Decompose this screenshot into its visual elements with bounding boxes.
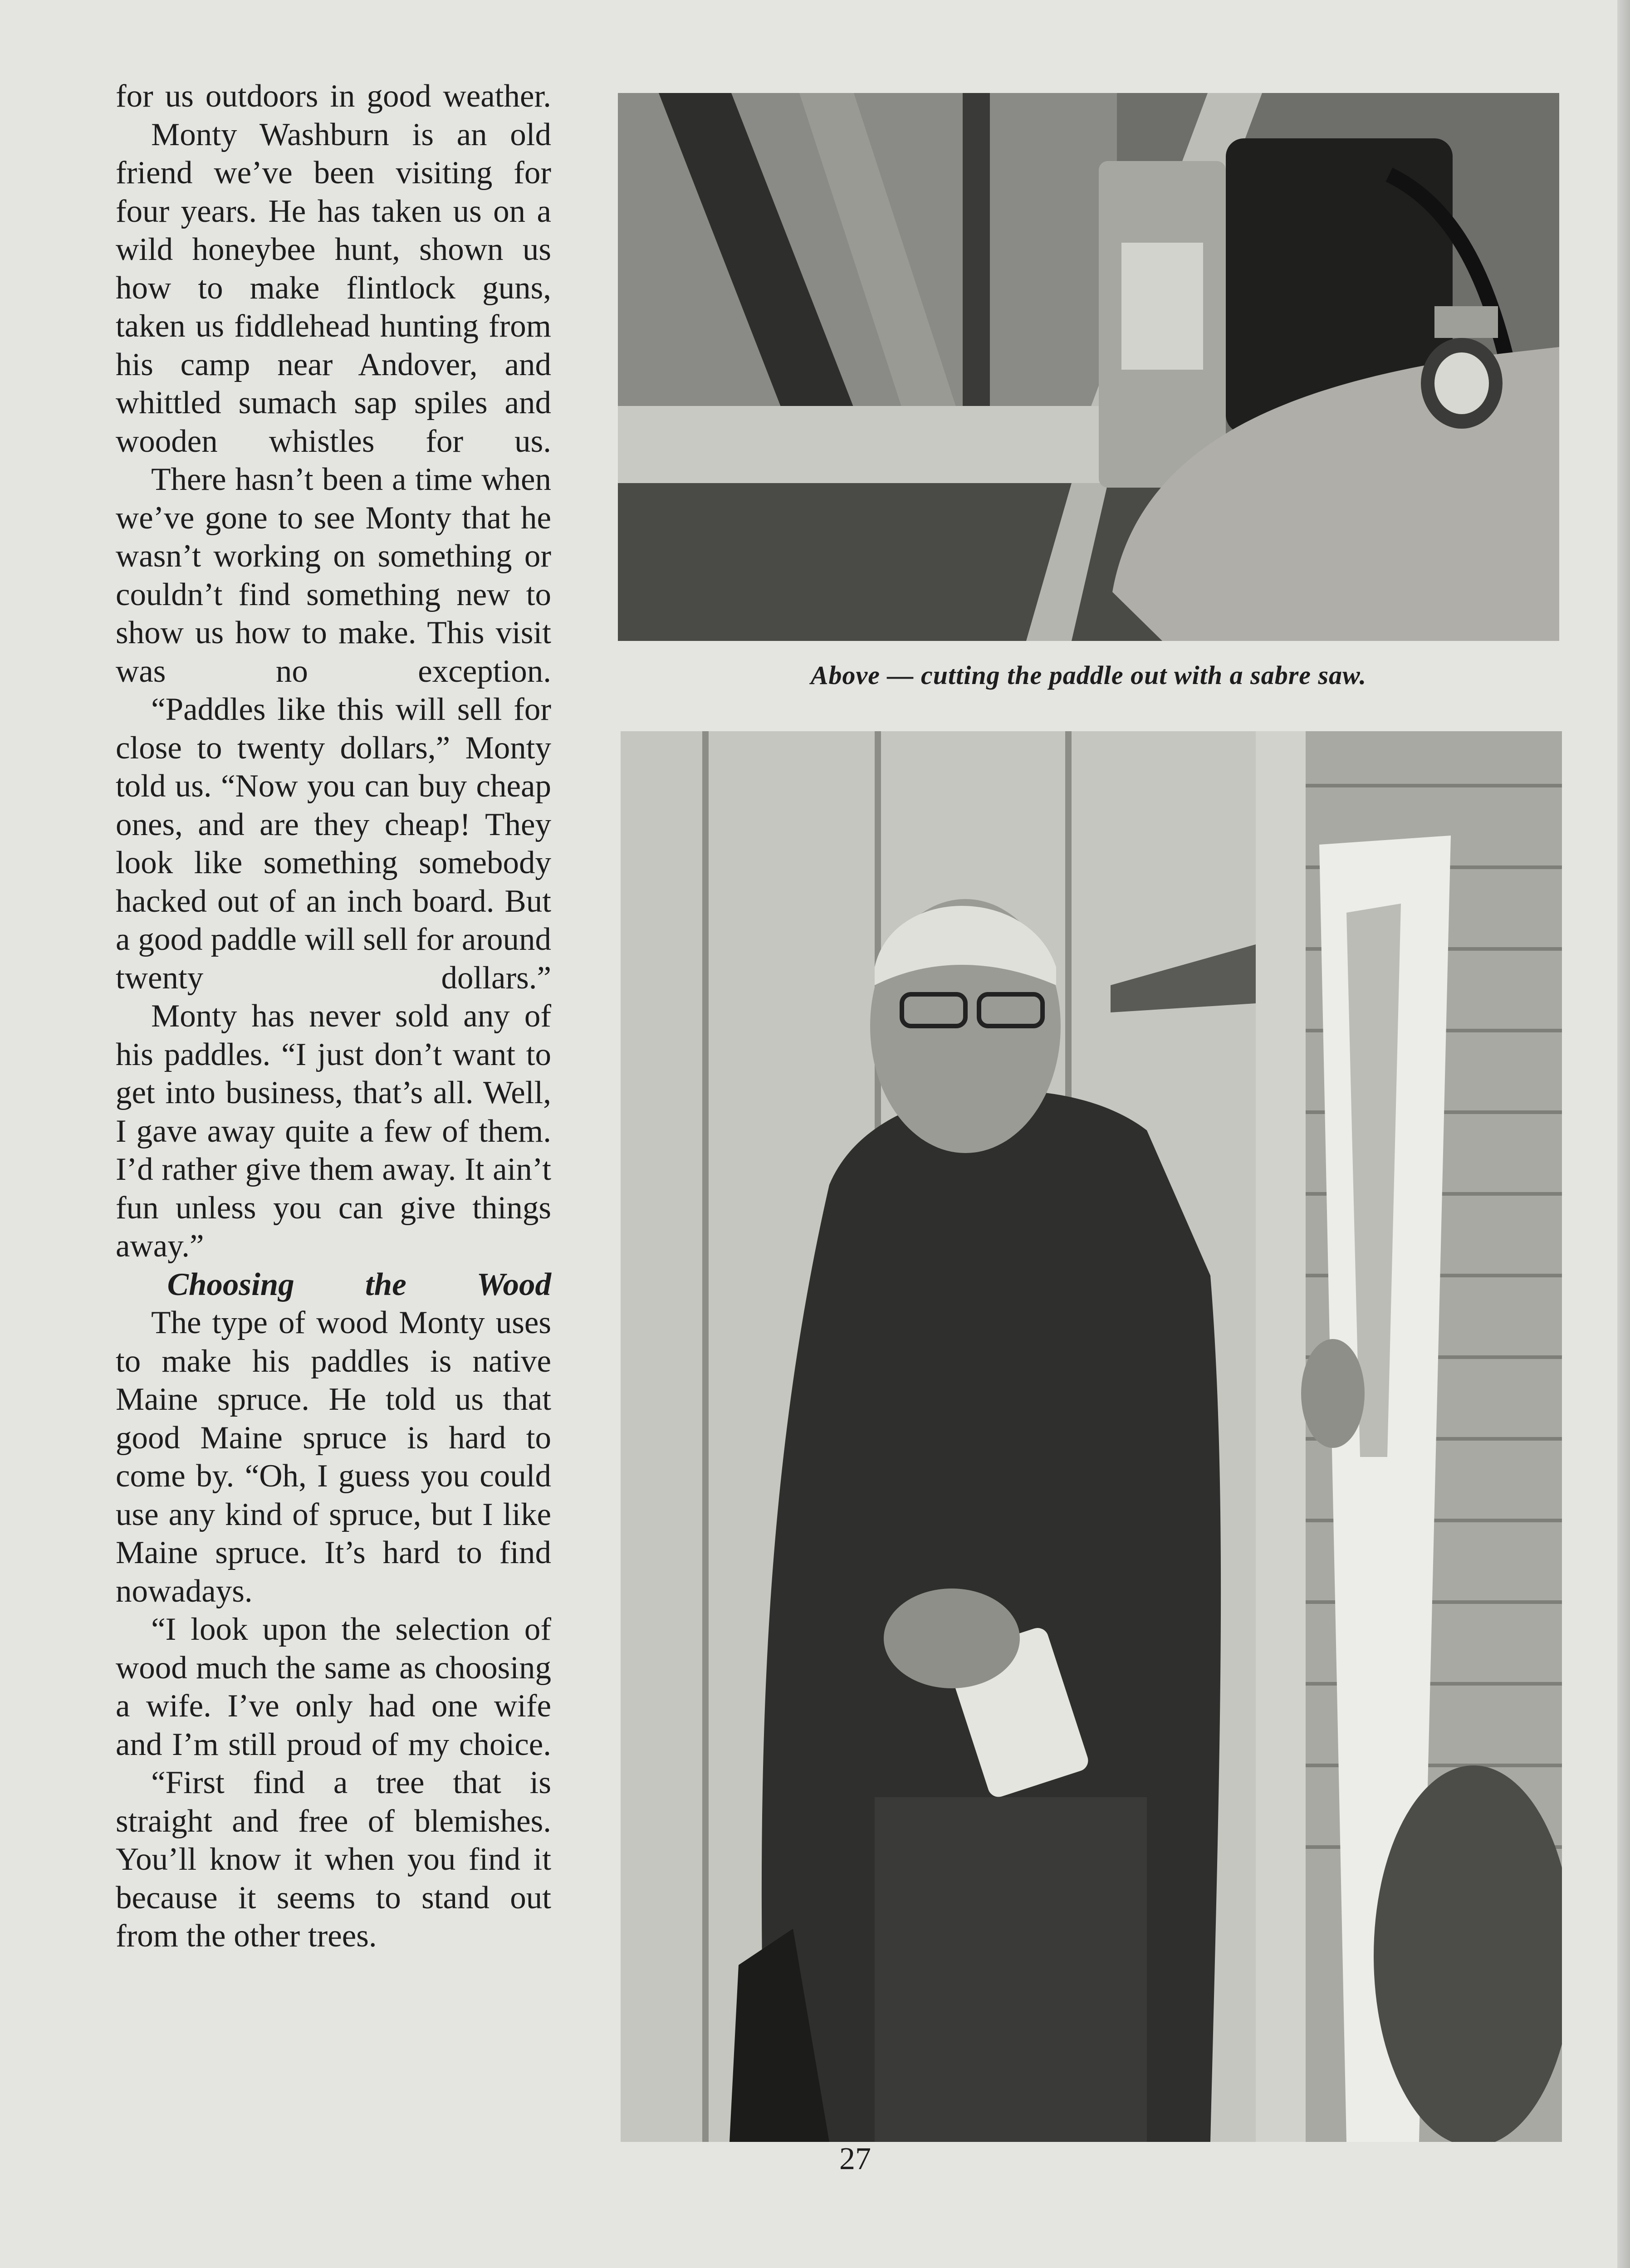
page-edge [1617,0,1630,2268]
paragraph-choosing-wife: “I look upon the selection of wood much the same as choosing a wife. I’ve only had one wife and I’m still proud of my choice. [116,1612,551,1762]
photo-caption: Above — cutting the paddle out with a sabre saw. [810,660,1367,690]
page-number: 27 [839,2141,871,2176]
photo-monty-with-paddle [621,731,1562,2142]
paragraph-paddle-price: “Paddles like this will sell for close to twenty dollars,” Monty told us. “Now you can buy cheap ones, and are they cheap! They look like something somebody hacked out of an inch board. But a good paddle will sell for around twenty dollars.” [116,692,551,996]
paragraph-continuation: for us outdoors in good weather. [116,78,551,114]
article-text-column [116,77,551,1955]
section-heading-choosing-wood: Choosing the Wood [167,1266,551,1302]
paragraph-no-exception: There hasn’t been a time when we’ve gone to see Monty that he wasn’t working on something or couldn’t find something new to show us how to make. This visit was no exception. [116,462,551,689]
paragraph-maine-spruce: The type of wood Monty uses to make his paddles is native Maine spruce. He told us that good Maine spruce is hard to come by. “Oh, I guess you could use any kind of spruce, but I like Maine spruce. It’s hard to find nowadays. [116,1305,551,1609]
paragraph-monty-intro: Monty Washburn is an old friend we’ve been visiting for four years. He has taken us on a wild honeybee hunt, shown us how to make flintlock guns, taken us fiddlehead hunting from his camp near Andover, and whittled sumach sap spiles and wooden whistles for us. [116,117,551,459]
paragraph-never-sold: Monty has never sold any of his paddles. “I just don’t want to get into business, that’s all. Well, I gave away quite a few of them. I’d rather give them away. It ain’t fun unless you can give things away.” [116,998,551,1264]
paragraph-find-tree: “First find a tree that is straight and free of blemishes. You’ll know it when you find it because it seems to stand out from the other trees. [116,1765,551,1954]
photo-sabre-saw-image [618,93,1559,641]
photo-monty-image [621,731,1562,2142]
photo-sabre-saw-cutting [618,93,1559,641]
